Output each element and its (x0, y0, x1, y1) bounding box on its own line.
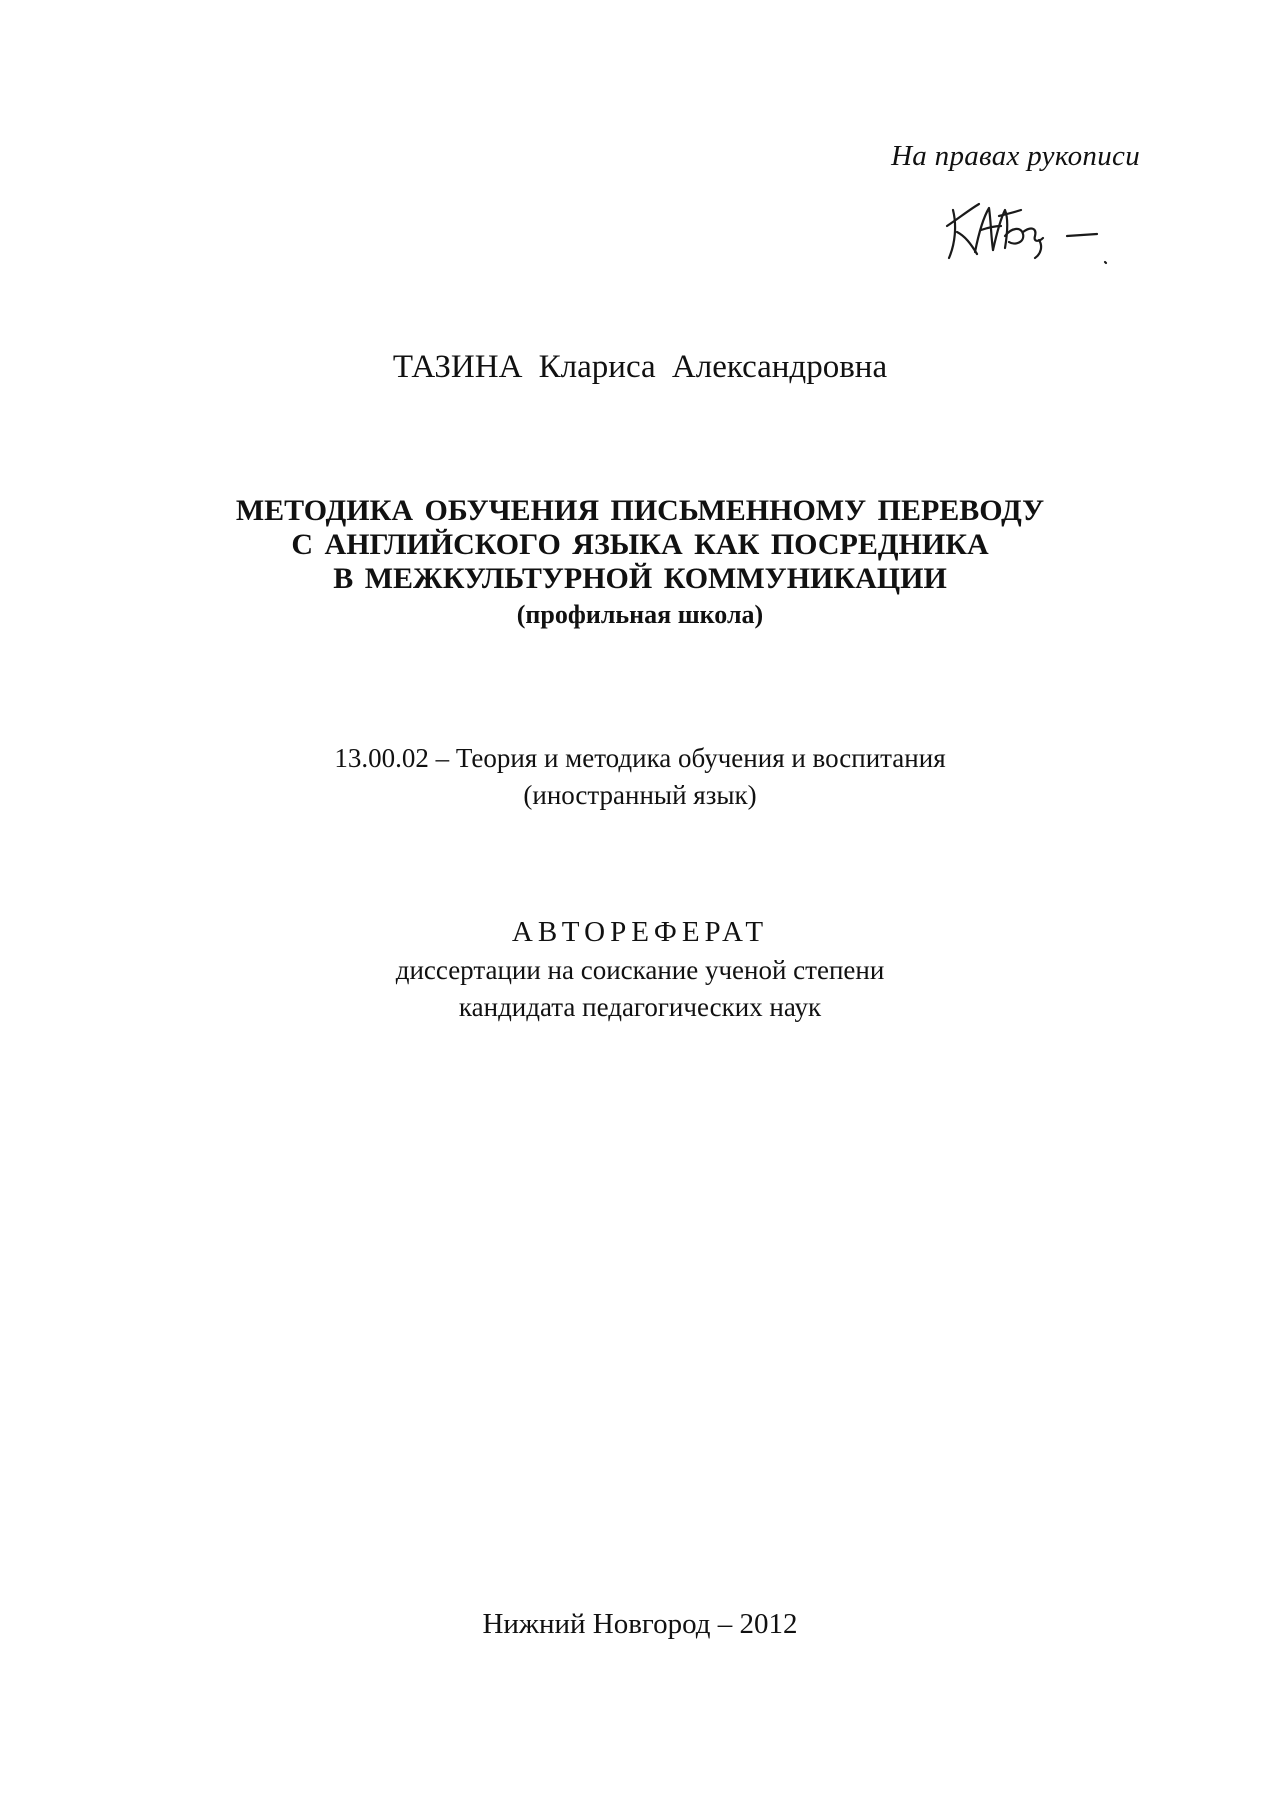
speciality-code-line: 13.00.02 – Теория и методика обучения и воспитания (334, 743, 946, 773)
document-type-title: АВТОРЕФЕРАТ (511, 916, 769, 948)
signature-icon (935, 196, 1125, 266)
speciality (0, 740, 1280, 814)
dissertation-title (0, 494, 1280, 634)
document-type-line-1: диссертации на соискание ученой степени (395, 955, 885, 985)
rights-note: На правах рукописи (891, 140, 1140, 172)
title-line-2: С АНГЛИЙСКОГО ЯЗЫКА КАК ПОСРЕДНИКА (291, 528, 989, 561)
author-name: ТАЗИНА Клариса Александровна (392, 349, 888, 385)
document-type (0, 912, 1280, 1026)
title-line-1: МЕТОДИКА ОБУЧЕНИЯ ПИСЬМЕННОМУ ПЕРЕВОДУ (235, 494, 1045, 527)
place-and-year: Нижний Новгород – 2012 (482, 1608, 798, 1640)
title-line-3: В МЕЖКУЛЬТУРНОЙ КОММУНИКАЦИИ (333, 562, 947, 595)
title-subtitle: (профильная школа) (516, 600, 764, 629)
speciality-language-line: (иностранный язык) (523, 780, 757, 810)
document-type-line-2: кандидата педагогических наук (458, 992, 822, 1022)
